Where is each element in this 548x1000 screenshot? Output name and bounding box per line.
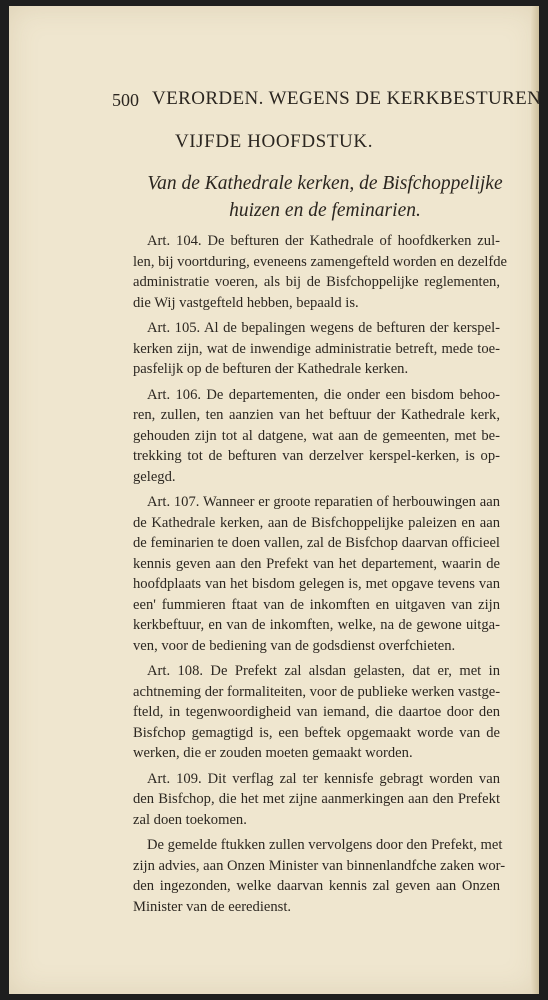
article-109 — [133, 769, 500, 831]
body-text — [133, 231, 508, 922]
text-line: pasfelijk op de befturen der Kathedrale kerken. — [133, 361, 409, 377]
chapter-title: VIJFDE HOOFDSTUK. — [174, 131, 374, 152]
text-line: gelegd. — [133, 468, 176, 485]
text-line: ren, zullen, ten aanzien van het beftuur der Kathedrale kerk, — [133, 407, 500, 423]
article-107 — [133, 492, 500, 656]
text-line: zijn advies, aan Onzen Minister van binnenlandfche zaken wor- — [133, 857, 506, 874]
text-line: die Wij vastgefteld hebben, bepaald is. — [133, 294, 359, 311]
subtitle-line-1: Van de Kathedrale kerken, de Bisfchoppelijke — [147, 173, 503, 194]
text-line: De gemelde ftukken zullen vervolgens door den Prefekt, met — [147, 837, 503, 853]
text-line: den ingezonden, welke daarvan kennis zal geven aan Onzen — [133, 878, 500, 894]
running-head: VERORDEN. WEGENS DE KERKBESTUREN — [152, 88, 542, 109]
text-line: Art. 108. De Prefekt zal alsdan gelasten, dat er, met in — [147, 663, 500, 679]
text-line: kerken zijn, wat de inwendige administratie betreft, mede toe- — [133, 340, 500, 357]
text-line: gehouden zijn tot al datgene, wat aan de gemeenten, met be- — [133, 427, 500, 444]
text-line: werken, die er zouden moeten gemaakt worden. — [133, 745, 413, 761]
text-line: Bisfchop gemagtigd is, een beftek opgemaakt worde van de — [133, 724, 500, 741]
text-line: Art. 107. Wanneer er groote reparatien of herbouwingen aan — [147, 494, 500, 510]
text-line: ven, voor de bediening van de godsdienst overfchieten. — [133, 637, 456, 654]
article-108 — [133, 661, 500, 764]
article-104 — [133, 231, 508, 313]
text-line: Art. 106. De departementen, die onder een bisdom behoo- — [147, 386, 500, 403]
closing-paragraph — [133, 835, 506, 917]
text-line: den Bisfchop, die het met zijne aanmerkingen aan den Prefekt — [133, 791, 500, 807]
text-line: Art. 104. De befturen der Kathedrale of hoofdkerken zul- — [147, 233, 500, 249]
text-line: zal doen toekomen. — [133, 811, 247, 828]
text-line: Minister van de eeredienst. — [133, 898, 292, 915]
page-header — [112, 88, 542, 112]
text-line: administratie voeren, als bij de Bisfchoppelijke reglementen, — [133, 274, 500, 290]
text-line: een' fummieren ftaat van de inkomften en uitgaven van zijn — [133, 596, 500, 613]
page-number: 500 — [112, 90, 139, 110]
page-edge — [531, 6, 539, 994]
text-line: fteld, in tegenwoordigheid van iemand, die daartoe door den — [133, 704, 500, 720]
subtitle-line-2: huizen en de feminarien. — [229, 200, 421, 221]
text-line: hoofdplaats van het bisdom gelegen is, met opgave tevens van — [133, 576, 500, 592]
text-line: achtneming der formaliteiten, voor de publieke werken vastge- — [133, 683, 501, 700]
article-105 — [133, 318, 500, 380]
text-line: de Kathedrale kerken, aan de Bisfchoppelijke paleizen en aan — [133, 514, 500, 531]
text-line: kerkbeftuur, en van de inkomften, welke, na de gewone uitga- — [133, 617, 500, 633]
text-line: de feminarien te doen vallen, zal de Bisfchop daarvan officieel — [133, 535, 500, 551]
text-line: Art. 105. Al de bepalingen wegens de befturen der kerspel- — [147, 320, 500, 336]
article-106 — [133, 385, 500, 488]
text-line: len, bij voortduring, eveneens zamengefteld worden en dezelfde — [133, 253, 508, 270]
chapter-subtitle — [130, 170, 520, 224]
text-line: Art. 109. Dit verflag zal ter kennisfe gebragt worden van — [147, 770, 500, 787]
text-line: kennis geven aan den Prefekt van het departement, waarin de — [133, 555, 500, 572]
text-line: trekking tot de befturen van derzelver kerspel-kerken, is op- — [133, 448, 500, 464]
